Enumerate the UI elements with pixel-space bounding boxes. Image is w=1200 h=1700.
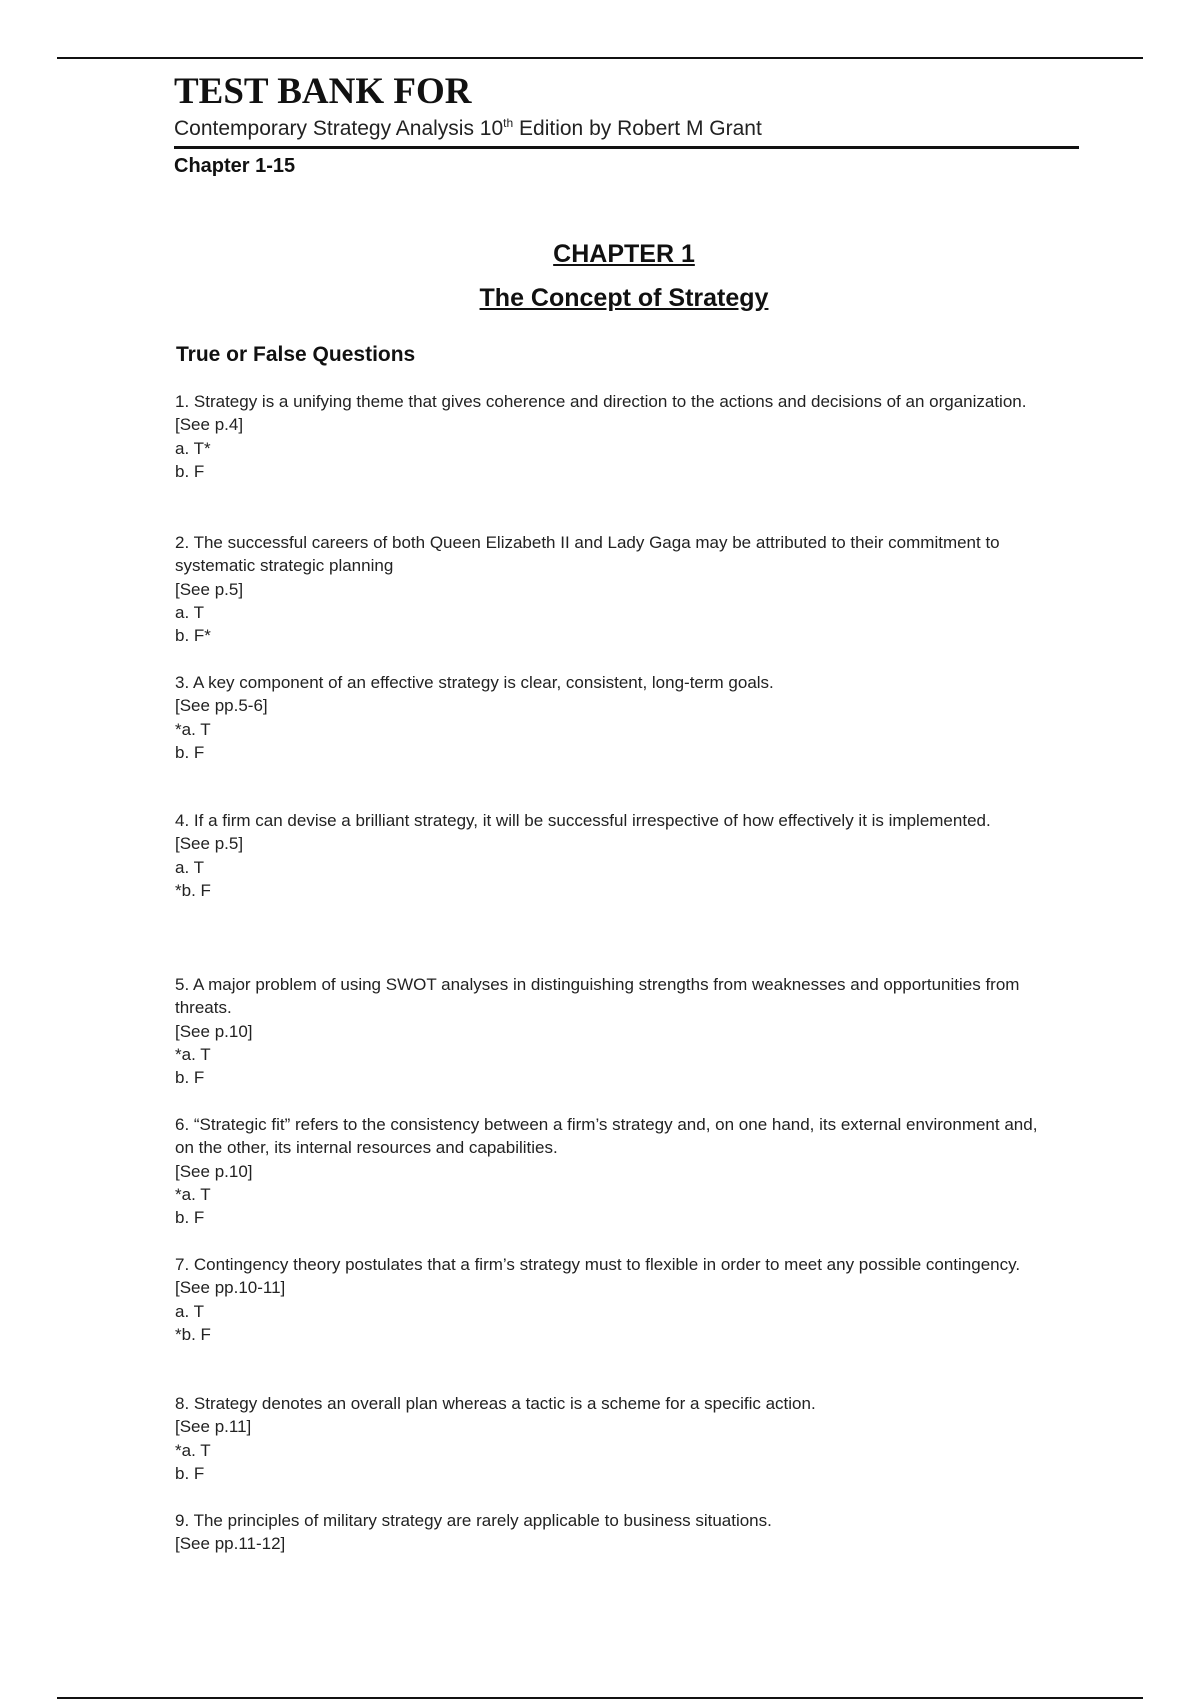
question-5	[175, 973, 1045, 1089]
question-text: 9. The principles of military strategy are rarely applicable to business situations.	[175, 1511, 772, 1530]
question-text: 7. Contingency theory postulates that a firm’s strategy must to flexible in order to meet any possible contingency.	[175, 1255, 1021, 1274]
chapter-label: CHAPTER 1	[553, 240, 695, 268]
bottom-rule	[57, 1697, 1143, 1699]
document-title: TEST BANK FOR	[174, 71, 472, 112]
option-b: *b. F	[175, 1324, 211, 1344]
page-reference: [See pp.5-6]	[175, 696, 268, 716]
question-text: 2. The successful careers of both Queen Elizabeth II and Lady Gaga may be attributed to their commitment to systematic strategic planning	[175, 533, 1000, 576]
page-reference: [See p.5]	[175, 579, 244, 599]
book-subtitle	[174, 114, 1079, 149]
question-text: 4. If a firm can devise a brilliant strategy, it will be successful irrespective of how effectively it is implemented.	[175, 811, 991, 830]
question-3	[175, 671, 1045, 764]
option-a: a. T	[175, 602, 204, 622]
section-heading: True or False Questions	[176, 343, 416, 366]
option-a: *a. T	[175, 1044, 211, 1064]
option-b: b. F	[175, 742, 205, 762]
chapter-heading	[0, 236, 1200, 316]
subtitle-author: Edition by Robert M Grant	[513, 117, 762, 140]
question-1	[175, 390, 1045, 483]
chapter-range: Chapter 1-15	[174, 155, 296, 177]
subtitle-text: Contemporary Strategy Analysis 10	[174, 117, 504, 140]
question-8	[175, 1392, 1045, 1485]
option-a: *a. T	[175, 1184, 211, 1204]
option-a: *a. T	[175, 719, 211, 739]
question-text: 6. “Strategic fit” refers to the consistency between a firm’s strategy and, on one hand, its external environment and, on the other, its internal resources and capabilities.	[175, 1115, 1038, 1158]
edition-superscript: th	[503, 116, 514, 130]
question-text: 8. Strategy denotes an overall plan whereas a tactic is a scheme for a specific action.	[175, 1394, 816, 1413]
page-reference: [See p.10]	[175, 1161, 253, 1181]
top-rule	[57, 57, 1143, 59]
page-reference: [See pp.11-12]	[175, 1534, 286, 1554]
document-header	[174, 70, 1079, 181]
question-6	[175, 1113, 1045, 1229]
option-b: b. F	[175, 461, 205, 481]
question-7	[175, 1253, 1045, 1346]
page-reference: [See p.11]	[175, 1417, 252, 1437]
option-b: b. F	[175, 1068, 205, 1088]
page-reference: [See pp.10-11]	[175, 1278, 286, 1298]
question-text: 3. A key component of an effective strategy is clear, consistent, long-term goals.	[175, 673, 774, 692]
chapter-title: The Concept of Strategy	[479, 284, 769, 312]
option-b: b. F	[175, 1208, 205, 1228]
page-reference: [See p.4]	[175, 415, 244, 435]
question-text: 5. A major problem of using SWOT analyses in distinguishing strengths from weaknesses and opportunities from threats.	[175, 975, 1020, 1018]
question-9	[175, 1509, 1045, 1556]
option-a: a. T	[175, 1301, 204, 1321]
page-reference: [See p.10]	[175, 1021, 253, 1041]
option-a: *a. T	[175, 1440, 211, 1460]
question-text: 1. Strategy is a unifying theme that gives coherence and direction to the actions and decisions of an organization.	[175, 392, 1027, 411]
page-reference: [See p.5]	[175, 834, 244, 854]
option-a: a. T*	[175, 438, 211, 458]
question-2	[175, 531, 1045, 647]
option-b: b. F*	[175, 626, 211, 646]
option-b: b. F	[175, 1463, 205, 1483]
question-4	[175, 809, 1045, 902]
option-a: a. T	[175, 857, 204, 877]
option-b: *b. F	[175, 880, 211, 900]
